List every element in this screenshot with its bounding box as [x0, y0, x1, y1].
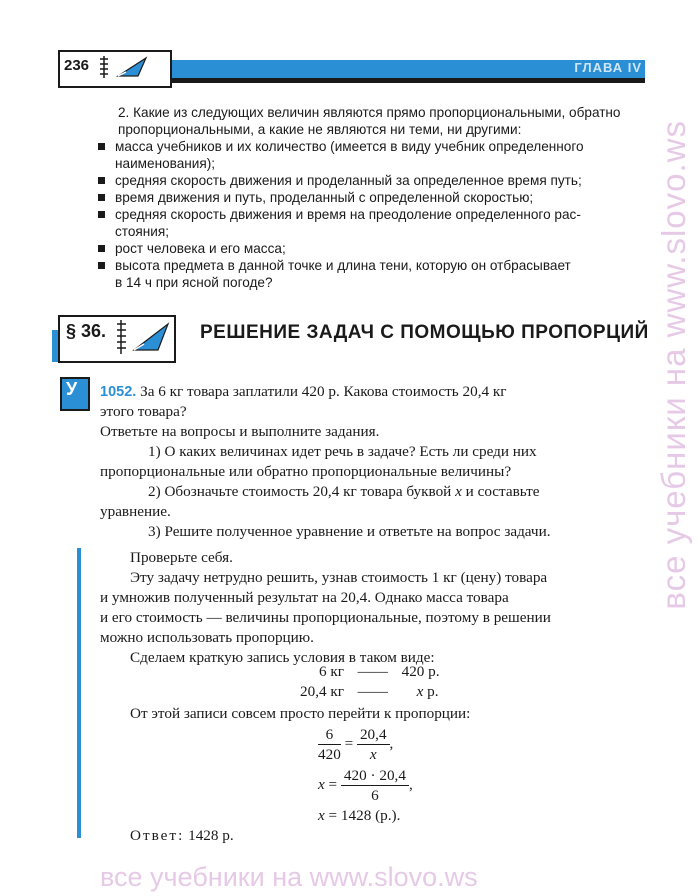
question-list	[115, 138, 660, 291]
list-item: масса учебников и их количество (имеется в виду учебник определенного наименования);	[115, 138, 660, 172]
task-instructions: Ответьте на вопросы и выполните задания. 1) О каких величинах идет речь в задаче? Есть ли среди них пропорциональные или обратно пропорциональные величины? 2) Обозначьте стоимость 20,4 кг товара буквой x и составьте уравнение. 3) Решите полученное уравнение и ответьте на вопрос задачи.	[100, 423, 551, 540]
watermark-vertical: все учебники на www.slovo.ws	[655, 120, 692, 610]
question-intro-2: пропорциональными, а какие не являются ни теми, ни другими:	[118, 122, 522, 137]
answer-line: Ответ: 1428 р.	[130, 827, 234, 844]
proportion-formula: $\frac{6}{420}$ = $\frac{20,4}{x}$ ,	[318, 726, 394, 763]
header-band	[150, 60, 645, 78]
condition-row-2: 20,4 кг —— x р.	[300, 683, 439, 700]
list-item: высота предмета в данной точке и длина тени, которую он отбрасывает в 14 ч при ясной погоде?	[115, 257, 660, 291]
task-text: 1052. За 6 кг товара заплатили 420 р. Какова стоимость 20,4 кг этого товара?	[100, 383, 507, 420]
task-badge: У	[66, 379, 78, 399]
list-item: время движения и путь, проделанный с определенной скоростью;	[115, 189, 660, 206]
solution-bar	[77, 548, 81, 838]
list-item: средняя скорость движения и время на преодоление определенного рас- стояния;	[115, 206, 660, 240]
result-line: x = 1428 (р.).	[318, 807, 401, 824]
spiral-pencil-icon	[96, 54, 152, 82]
question-block	[118, 104, 658, 138]
section-pencil-icon	[114, 318, 172, 356]
section-title: РЕШЕНИЕ ЗАДАЧ С ПОМОЩЬЮ ПРОПОРЦИЙ	[200, 322, 649, 343]
page-number: 236	[64, 57, 90, 74]
list-item: рост человека и его масса;	[115, 240, 660, 257]
list-item: средняя скорость движения и проделанный за определенное время путь;	[115, 172, 660, 189]
condition-row-1: 6 кг —— 420 р.	[319, 663, 440, 680]
x-formula: x = $\frac{420 \cdot 20,4}{6}$ ,	[318, 767, 413, 804]
chapter-label: ГЛАВА IV	[574, 60, 642, 75]
solution-text: Проверьте себя. Эту задачу нетрудно решить, узнав стоимость 1 кг (цену) товара и умножив полученный результат на 20,4. Однако масса товара и его стоимость — величины пропорциональные, поэтому в решении можно использовать пропорцию. Сделаем краткую запись условия в таком виде:	[100, 549, 551, 666]
question-intro: 2. Какие из следующих величин являются прямо пропорциональными, обратно	[118, 105, 621, 120]
section-number: § 36.	[66, 321, 107, 341]
transition-text: От этой записи совсем просто перейти к пропорции:	[130, 705, 471, 722]
task-number: 1052.	[100, 384, 137, 400]
watermark-bottom: все учебники на www.slovo.ws	[100, 862, 478, 892]
